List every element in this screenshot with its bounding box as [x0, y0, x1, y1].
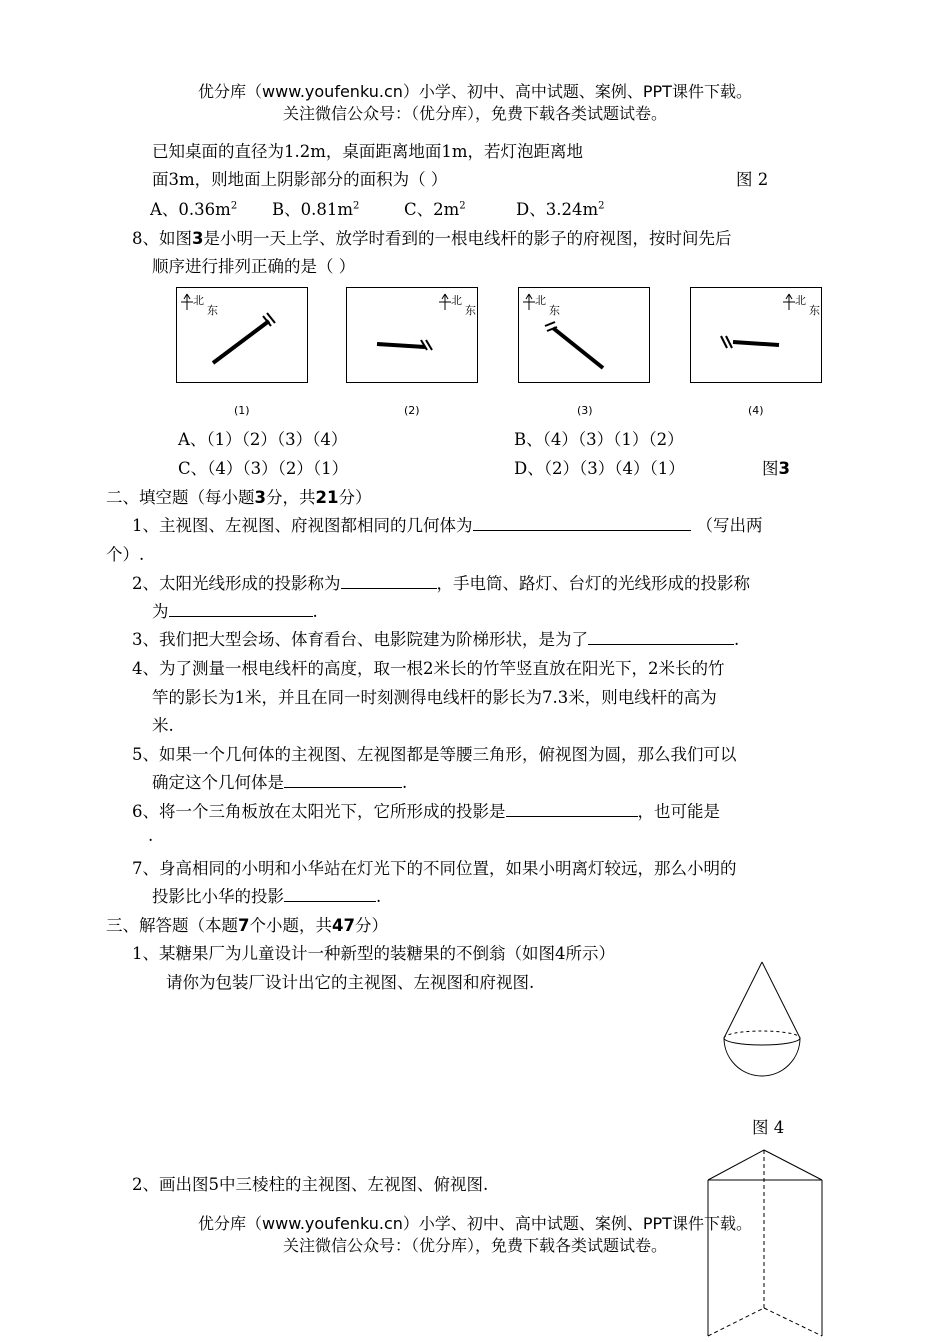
q8-line-1: 8、如图3是小明一天上学、放学时看到的一根电线杆的影子的府视图，按时间先后 — [132, 229, 732, 248]
footer-line-1: 优分库（www.youfenku.cn）小学、初中、高中试题、案例、PPT课件下载。 — [198, 1214, 752, 1233]
answer-blank-q5[interactable] — [284, 770, 402, 788]
compass-north-label: 北 — [535, 294, 546, 307]
sub-figure-label-1: (1) — [234, 404, 250, 417]
compass-east-label: 东 — [809, 304, 820, 317]
section-2-title: 二、填空题（每小题3分，共21分） — [106, 488, 372, 507]
compass-east-label: 东 — [549, 304, 560, 317]
q7-option-c: C、$2m^2$ — [404, 200, 466, 219]
q8-option-a: A、（1）（2）（3）（4） — [178, 430, 348, 449]
answer-blank-q2a[interactable] — [341, 571, 437, 589]
fill-q1-line-2: 个）. — [106, 545, 145, 564]
q8-option-c: C、（4）（3）（2）（1） — [178, 459, 349, 478]
answer-blank-q3[interactable] — [588, 627, 734, 645]
section-3-title: 三、解答题（本题7个小题，共47分） — [106, 916, 388, 935]
compass-east-label: 东 — [207, 304, 218, 317]
fill-q6-line-1: 6、将一个三角板放在太阳光下，它所形成的投影是 ，也可能是 — [132, 798, 720, 822]
compass-north-label: 北 — [795, 294, 806, 307]
figure-2-label: 图 2 — [736, 170, 769, 189]
header-line-2: 关注微信公众号：（优分库），免费下载各类试题试卷。 — [282, 104, 667, 123]
fill-q4-line-2: 竿的影长为1米，并且在同一时刻测得电线杆的影长为7.3米，则电线杆的高为 — [152, 688, 717, 707]
sub-figure-label-2: (2) — [404, 404, 420, 417]
sub-figure-label-4: (4) — [748, 404, 764, 417]
fill-q3: 3、我们把大型会场、体育看台、电影院建为阶梯形状，是为了 . — [132, 626, 739, 650]
q7-option-a: A、$0.36m^2$ — [150, 200, 238, 219]
solve-q1-line-1: 1、某糖果厂为儿童设计一种新型的装糖果的不倒翁（如图4所示） — [132, 944, 615, 963]
fill-q4-line-1: 4、为了测量一根电线杆的高度，取一根2米长的竹竿竖直放在阳光下，2米长的竹 — [132, 659, 725, 678]
q7-line-2: 面3m，则地面上阴影部分的面积为（ ） — [152, 170, 448, 189]
fill-q1-line-1: 1、主视图、左视图、府视图都相同的几何体为 （写出两 — [132, 512, 763, 536]
compass-north-label: 北 — [193, 294, 204, 307]
shadow-diagram-4 — [690, 287, 822, 383]
footer-line-2: 关注微信公众号：（优分库），免费下载各类试题试卷。 — [282, 1236, 667, 1255]
shadow-diagram-3 — [518, 287, 650, 383]
shadow-diagram-2 — [346, 287, 478, 383]
q7-option-b: B、$0.81m^2$ — [272, 200, 360, 219]
fill-q2-line-1: 2、太阳光线形成的投影称为 ，手电筒、路灯、台灯的光线形成的投影称 — [132, 570, 750, 594]
q7-line-1: 已知桌面的直径为1.2m，桌面距离地面1m，若灯泡距离地 — [152, 142, 584, 161]
fill-q5-line-1: 5、如果一个几何体的主视图、左视图都是等腰三角形，俯视图为圆，那么我们可以 — [132, 745, 737, 764]
shadow-diagram-1 — [176, 287, 308, 383]
figure-3-label: 图3 — [762, 459, 790, 478]
answer-blank-q7[interactable] — [284, 884, 376, 902]
q8-line-2: 顺序进行排列正确的是（ ） — [152, 257, 356, 276]
answer-blank-q1[interactable] — [473, 513, 691, 531]
header-line-1: 优分库（www.youfenku.cn）小学、初中、高中试题、案例、PPT课件下载。 — [198, 82, 752, 101]
fill-q4-line-3: 米. — [152, 716, 174, 735]
fill-q2-line-2: 为 . — [152, 598, 318, 622]
solve-q2: 2、画出图5中三棱柱的主视图、左视图、俯视图. — [132, 1175, 489, 1194]
q8-option-b: B、（4）（3）（1）（2） — [514, 430, 684, 449]
fill-q6-line-2: . — [148, 826, 154, 845]
fill-q7-line-2: 投影比小华的投影 . — [152, 883, 381, 907]
compass-east-label: 东 — [465, 304, 476, 317]
answer-blank-q2b[interactable] — [169, 599, 313, 617]
fill-q5-line-2: 确定这个几何体是 . — [152, 769, 407, 793]
compass-north-label: 北 — [451, 294, 462, 307]
fill-q7-line-1: 7、身高相同的小明和小华站在灯光下的不同位置，如果小明离灯较远，那么小明的 — [132, 859, 737, 878]
tumbler-figure — [700, 958, 820, 1088]
q7-option-d: D、$3.24m^2$ — [516, 200, 605, 219]
solve-q1-line-2: 请你为包装厂设计出它的主视图、左视图和府视图. — [166, 973, 535, 992]
sub-figure-label-3: (3) — [577, 404, 593, 417]
answer-blank-q6[interactable] — [506, 799, 638, 817]
figure-4-label: 图 4 — [752, 1118, 785, 1137]
q8-option-d: D、（2）（3）（4）（1） — [514, 459, 685, 478]
